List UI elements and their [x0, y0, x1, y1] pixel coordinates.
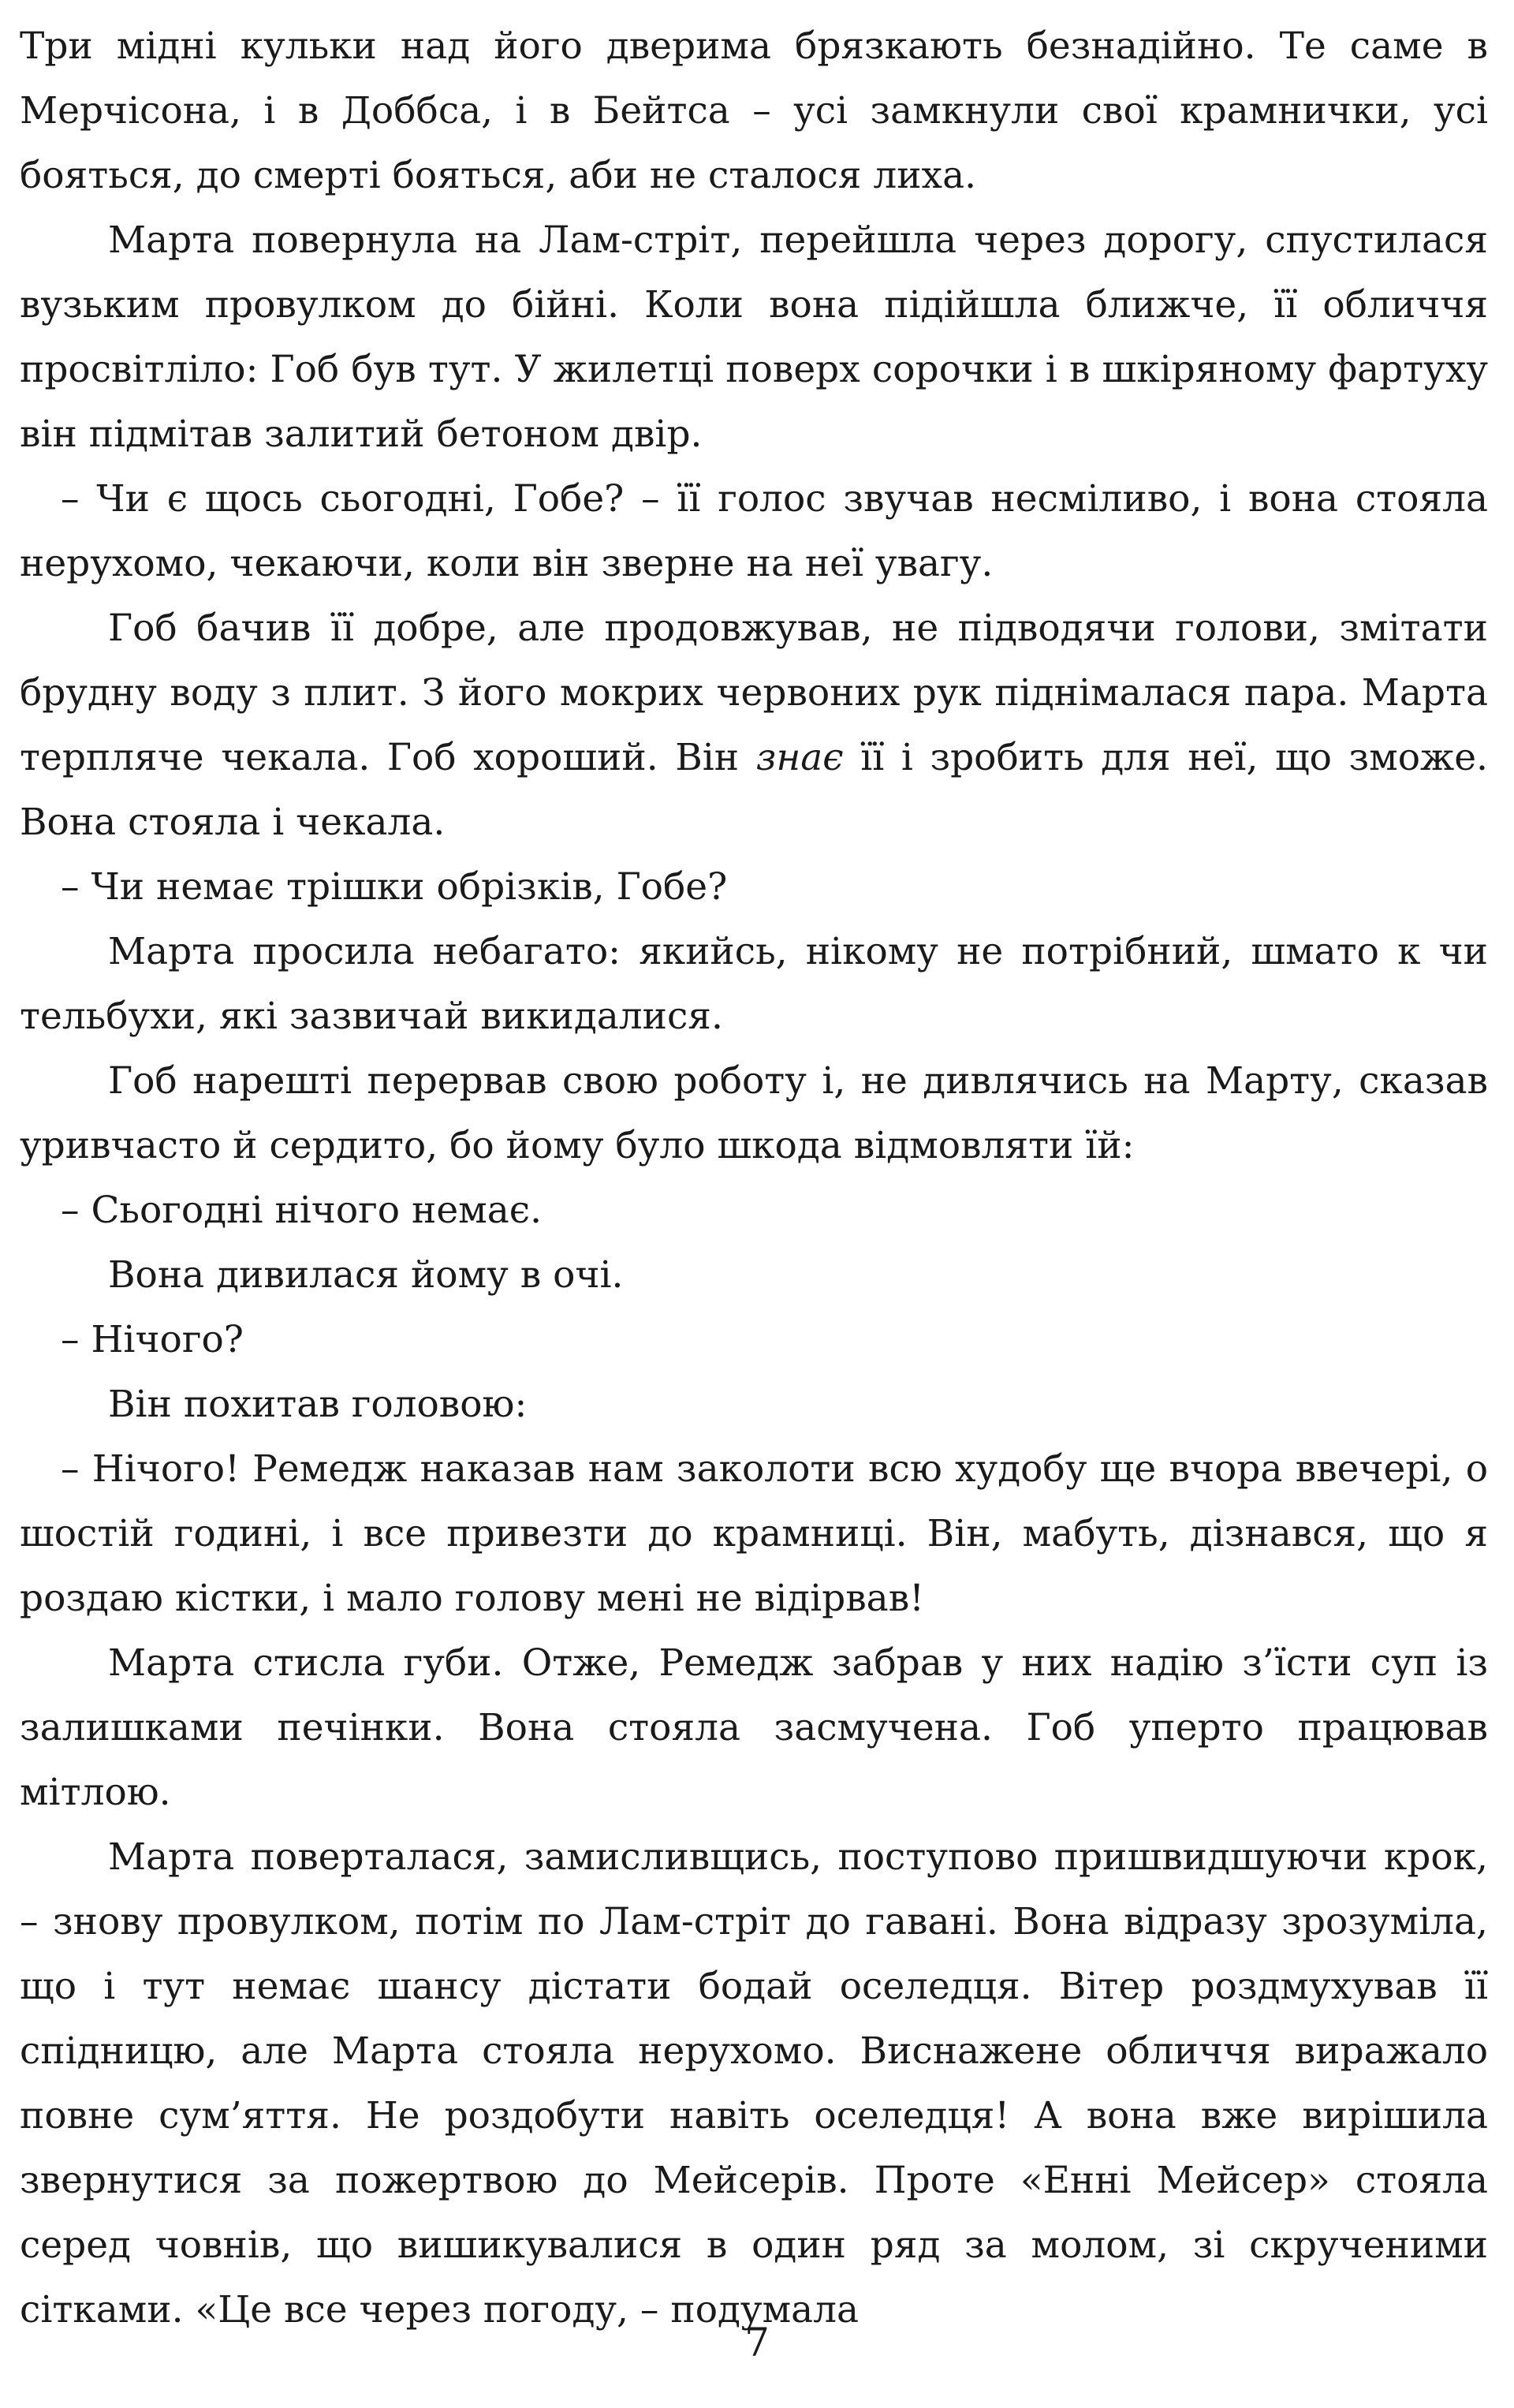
paragraph: Три мідні кульки над його дверима брязкають безнадійно. Те саме в Мерчісона, і в Доббса, і в Бейтса – усі замкнули свої крамнички, усі бояться, до смерті бояться, аби не сталося лиха.	[20, 24, 1488, 197]
emphasis-word: знає	[755, 736, 844, 779]
paragraph: Марта поверталася, замисливщись, поступово пришвидшуючи крок, – знову провулком, потім по Лам-стріт до гавані. Вона відразу зрозуміла, що і тут немає шансу дістати бодай оселедця. Вітер роздмухував її спідницю, але Марта стояла нерухомо. Виснажене обличчя виражало повне сум’яття. Не роздобути навіть оселедця! А вона вже вирішила звернутися за пожертвою до Мейсерів. Проте «Енні Мейсер» стояла серед човнів, що вишикувалися в один ряд за молом, зі скрученими сітками. «Це все через погоду, – подумала	[20, 1835, 1488, 2331]
paragraph: Він похитав головою:	[108, 1383, 528, 1426]
paragraph-text: її і зробить для неї, що зможе. Вона стояла і чекала.	[20, 736, 1488, 844]
paragraph: Вона дивилася йому в очі.	[108, 1253, 624, 1297]
dialogue-line: – Сьогодні нічого немає.	[61, 1189, 543, 1232]
dialogue-line: – Нічого?	[61, 1318, 244, 1361]
paragraph-text: Гоб бачив її добре, але продовжував, не підводячи голови, змітати брудну воду з плит. З його мокрих червоних рук піднімалася пара. Марта терпляче чекала. Гоб хороший. Він	[20, 607, 1488, 779]
dialogue-line: – Нічого! Ремедж наказав нам заколоти всю худобу ще вчора ввечері, о шостій годині, і все привезти до крамниці. Він, мабуть, дізнався, що я роздаю кістки, і мало голову мені не відірвав!	[20, 1447, 1488, 1620]
paragraph: Марта повернула на Лам-стріт, перейшла через дорогу, спустилася вузьким провулком до бійні. Коли вона підійшла ближче, її обличчя просвітліло: Гоб був тут. У жилетці поверх сорочки і в шкіряному фартуху він підмітав залитий бетоном двір.	[20, 218, 1488, 456]
paragraph: Гоб нарешті перервав свою роботу і, не дивлячись на Марту, сказав уривчасто й сердито, бо йому було шкода відмовляти їй:	[20, 1059, 1488, 1167]
page-text	[20, 14, 1488, 2331]
page-number: 7	[744, 2320, 770, 2365]
paragraph: Марта просила небагато: якийсь, нікому не потрібний, шмато к чи тельбухи, які зазвичай викидалися.	[20, 930, 1488, 1038]
paragraph: Марта стисла губи. Отже, Ремедж забрав у них надію з’їсти суп із залишками печінки. Вона стояла засмучена. Гоб уперто працював мітлою.	[20, 1641, 1488, 1814]
paragraph	[20, 596, 1488, 855]
dialogue-line: – Чи є щось сьогодні, Гобе? – її голос звучав несміливо, і вона стояла нерухомо, чекаючи, коли він зверне на неї увагу.	[20, 477, 1488, 585]
dialogue-line: – Чи немає трішки обрізків, Гобе?	[61, 865, 728, 909]
